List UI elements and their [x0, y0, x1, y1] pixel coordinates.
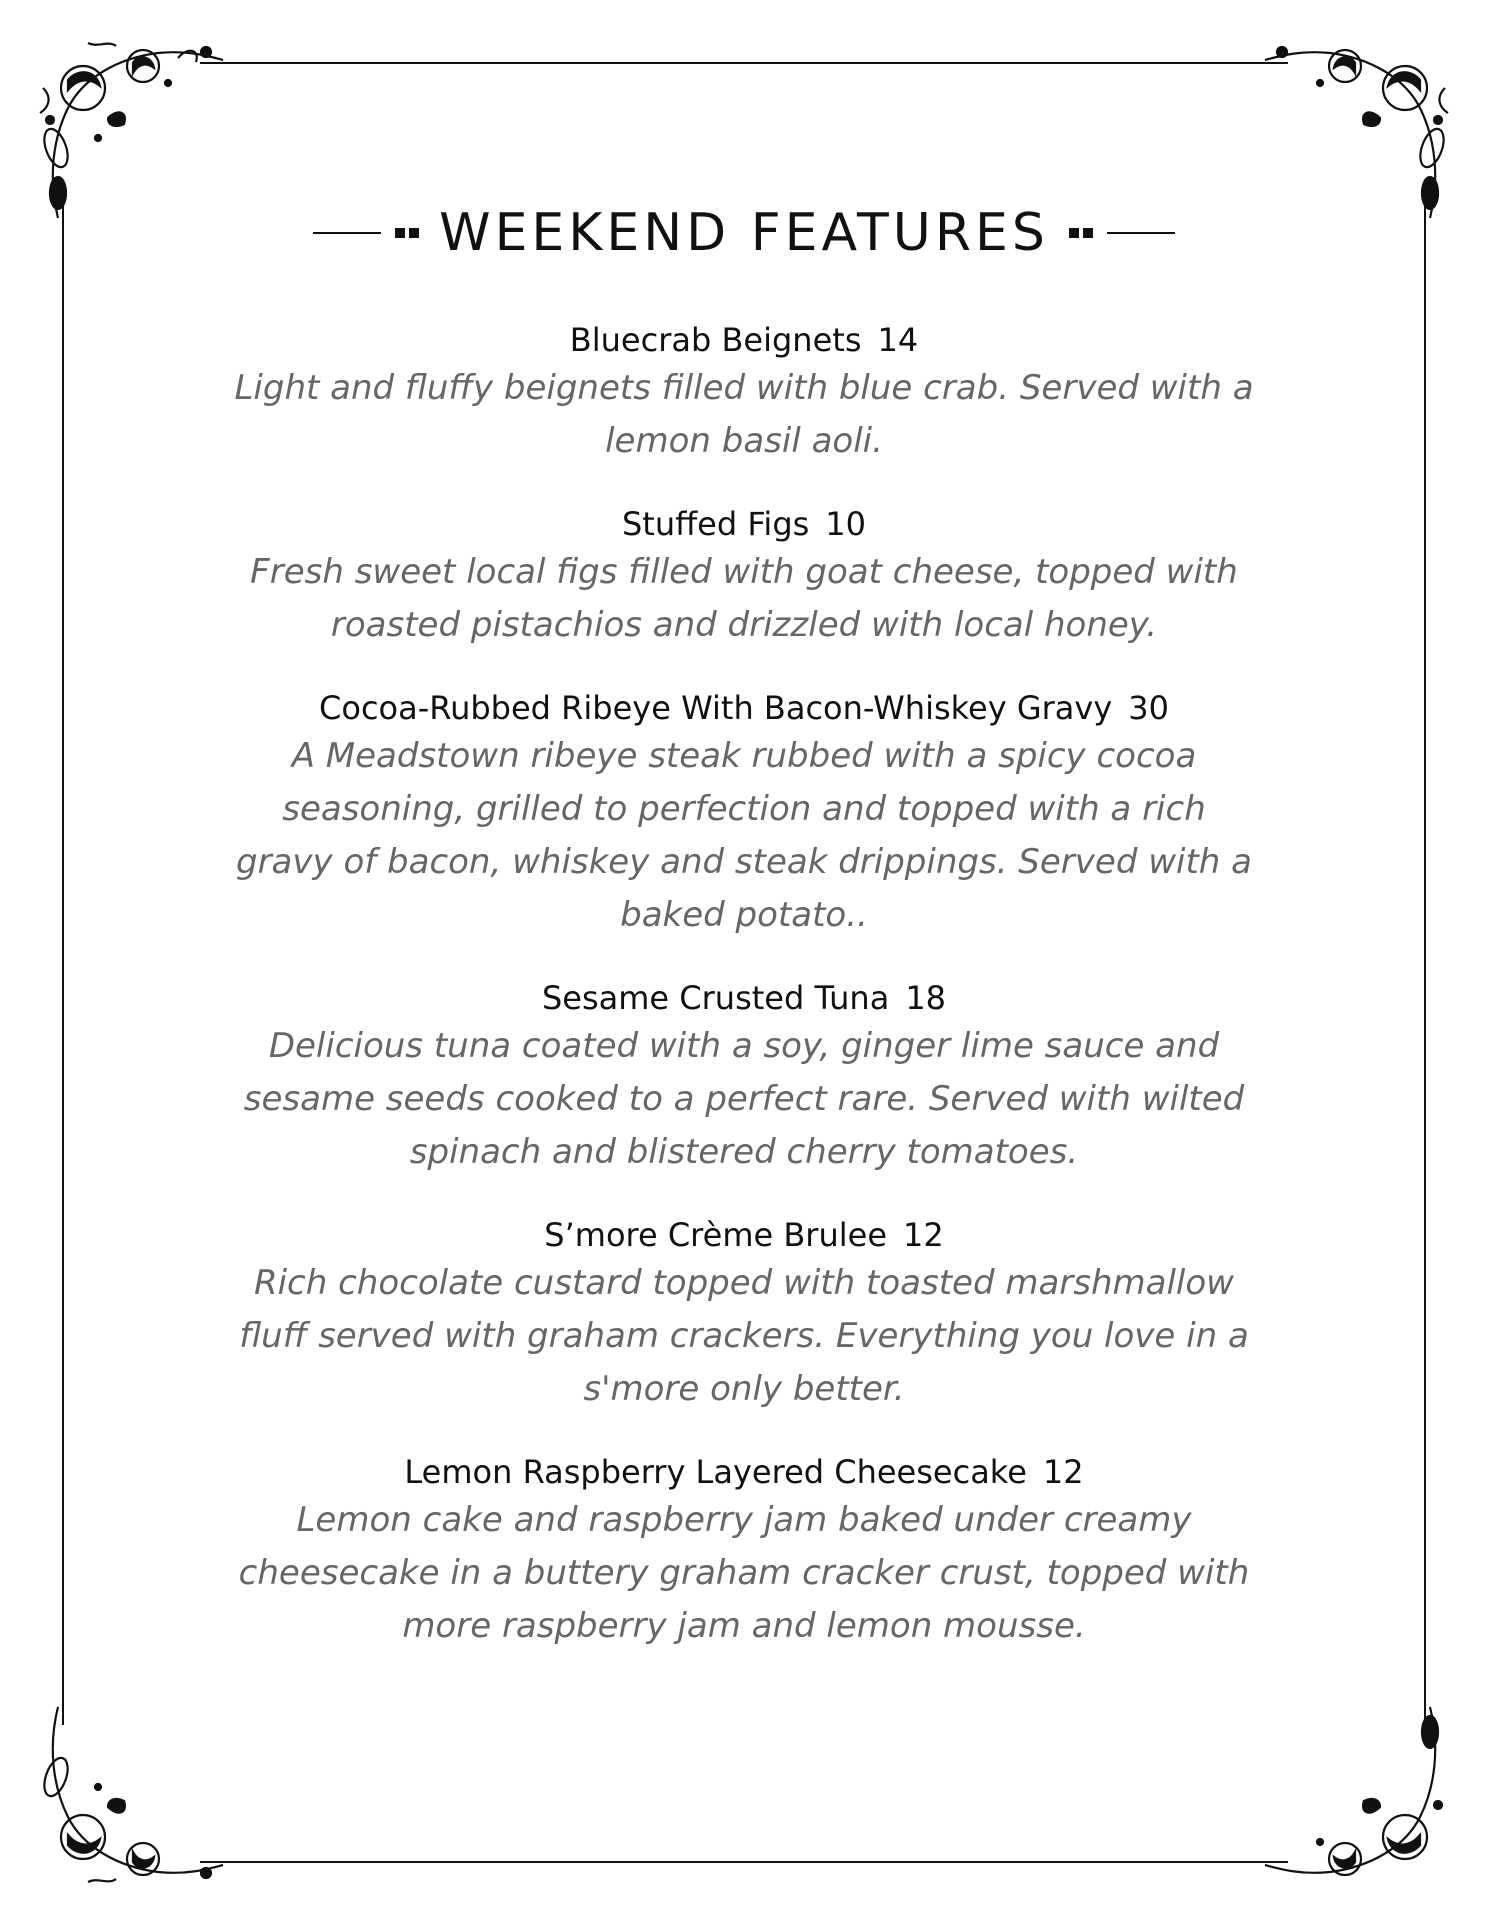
menu-item — [230, 1450, 1258, 1653]
menu-item-price: 12 — [1042, 1453, 1084, 1491]
menu-item-description: A Meadstown ribeye steak rubbed with a spicy cocoa seasoning, grilled to perfection and topped with a rich gravy of bacon, whiskey and steak drippings. Served with a baked potato.. — [236, 736, 1252, 935]
menu-item-price: 10 — [825, 505, 867, 543]
menu-item-price: 14 — [877, 321, 919, 359]
menu-header — [0, 198, 1488, 268]
menu-item — [230, 502, 1258, 652]
floral-corner-icon — [1260, 1697, 1460, 1897]
menu-item-header — [230, 318, 1258, 362]
menu-item-description: Fresh sweet local figs filled with goat cheese, topped with roasted pistachios and drizzled with local honey. — [250, 552, 1238, 645]
menu-item — [230, 686, 1258, 942]
menu-item-description: Light and fluffy beignets filled with blue crab. Served with a lemon basil aoli. — [234, 368, 1254, 461]
menu-item-header — [230, 1213, 1258, 1257]
menu-item-name: Lemon Raspberry Layered Cheesecake — [404, 1453, 1027, 1491]
menu-item-header — [230, 502, 1258, 546]
menu-item-price: 12 — [903, 1216, 944, 1254]
menu-item-description: Rich chocolate custard topped with toasted marshmallow fluff served with graham crackers. Everything you love in a s'more only better. — [239, 1263, 1249, 1409]
menu-item-name: Bluecrab Beignets — [569, 321, 862, 359]
menu-item-name: S’more Crème Brulee — [544, 1216, 887, 1254]
menu-item-header — [230, 976, 1258, 1020]
menu-item — [230, 976, 1258, 1179]
frame-top-line — [200, 62, 1288, 64]
menu-item-name: Cocoa-Rubbed Ribeye With Bacon-Whiskey Gravy — [319, 689, 1113, 727]
floral-corner-icon — [28, 1697, 228, 1897]
menu-item-description: Delicious tuna coated with a soy, ginger lime sauce and sesame seeds cooked to a perfect rare. Served with wilted spinach and blistered cherry tomatoes. — [243, 1026, 1245, 1172]
title-rule-left — [313, 232, 381, 234]
menu-item-price: 18 — [905, 979, 947, 1017]
title-rule-right — [1107, 232, 1175, 234]
menu-items-list — [230, 318, 1258, 1687]
menu-item-header — [230, 1450, 1258, 1494]
menu-item-header — [230, 686, 1258, 730]
menu-item — [230, 1213, 1258, 1416]
menu-item-name: Sesame Crusted Tuna — [541, 979, 890, 1017]
menu-item-price: 30 — [1128, 689, 1169, 727]
title-squares-right — [1069, 228, 1093, 238]
title-squares-left — [395, 228, 419, 238]
menu-item — [230, 318, 1258, 468]
menu-item-description: Lemon cake and raspberry jam baked under creamy cheesecake in a buttery graham cracker crust, topped with more raspberry jam and lemon mousse. — [238, 1500, 1250, 1646]
frame-left-line — [62, 200, 64, 1725]
frame-right-line — [1424, 200, 1426, 1725]
menu-item-name: Stuffed Figs — [621, 505, 810, 543]
page-title: WEEKEND FEATURES — [439, 203, 1049, 263]
frame-bottom-line — [200, 1861, 1288, 1863]
